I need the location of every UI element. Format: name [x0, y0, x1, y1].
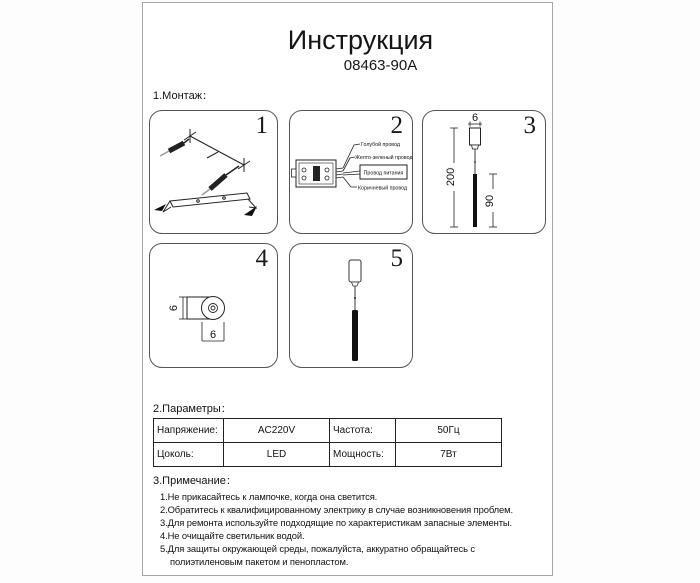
page-title: Инструкция [287, 25, 434, 55]
panel-number: 4 [255, 245, 268, 272]
note-item: 5.Для защиты окружающей среды, пожалуйста, аккуратно обращайтесь с полиэтиленовым пакетом и пенопластом. [160, 543, 475, 567]
panel-number: 1 [255, 112, 268, 139]
pendant-lamp [470, 128, 481, 227]
montage-step-2-panel [289, 110, 413, 234]
section-heading-params: 2.Параметры： [153, 403, 232, 415]
marking-lines [184, 129, 250, 172]
screw-anchor-top [160, 139, 189, 156]
montage-step-3-panel [422, 110, 546, 234]
body-length-dim: 90 [484, 194, 496, 208]
param-label-voltage: Напряжение: [154, 419, 224, 443]
wires [336, 144, 360, 187]
height-dimension [179, 297, 187, 319]
param-value-socket: LED [224, 443, 330, 467]
param-value-power: 7Вт [396, 443, 502, 467]
panel-number: 5 [390, 245, 403, 272]
montage-step-1-panel [149, 110, 278, 234]
param-value-frequency: 50Гц [396, 419, 502, 443]
direction-arrows [154, 204, 257, 216]
table-row [154, 443, 502, 467]
notes-list [160, 490, 542, 568]
section-heading-notes: 3.Примечание： [153, 475, 237, 487]
param-label-frequency: Частота: [330, 419, 396, 443]
parameters-table [153, 418, 502, 467]
total-length-dim: 200 [445, 167, 457, 187]
yellow-green-wire-label: Желто-зеленый провод [355, 155, 413, 161]
canopy-width-dim: 6 [471, 112, 479, 124]
panel-number: 3 [523, 112, 536, 139]
table-row [154, 419, 502, 443]
brown-wire-label: Коричневый провод [358, 185, 408, 192]
canopy-top-view [187, 297, 225, 320]
note-item: 3.Для ремонта используйте подходящие по характеристикам запасные элементы. [160, 517, 513, 528]
canopy-width-dim: 6 [209, 329, 217, 341]
driver-box [292, 160, 337, 187]
power-wire-label: Провод питания [363, 170, 404, 177]
montage-step-5-panel [289, 243, 413, 368]
document-page [142, 2, 553, 576]
note-item: 1.Не прикасайтесь к лампочке, когда она светится. [160, 491, 378, 502]
note-item: 2.Обратитесь к квалифицированному электрику в случае возникновения проблем. [160, 504, 514, 515]
param-value-voltage: AC220V [224, 419, 330, 443]
canopy-height-dim: 6 [168, 304, 180, 312]
pendant-lamp [349, 260, 361, 361]
note-item: 4.Не очищайте светильник водой. [160, 530, 305, 541]
montage-step-4-panel [149, 243, 278, 368]
panel-number: 2 [390, 112, 403, 139]
model-number: 08463-90A [343, 57, 418, 74]
mounting-bar [163, 193, 256, 212]
section-heading-montage: 1.Монтаж： [153, 90, 214, 102]
screw-anchor-bottom [202, 166, 239, 195]
param-label-socket: Цоколь: [154, 443, 224, 467]
blue-wire-label: Голубой провод [361, 142, 400, 148]
param-label-power: Мощность: [330, 443, 396, 467]
